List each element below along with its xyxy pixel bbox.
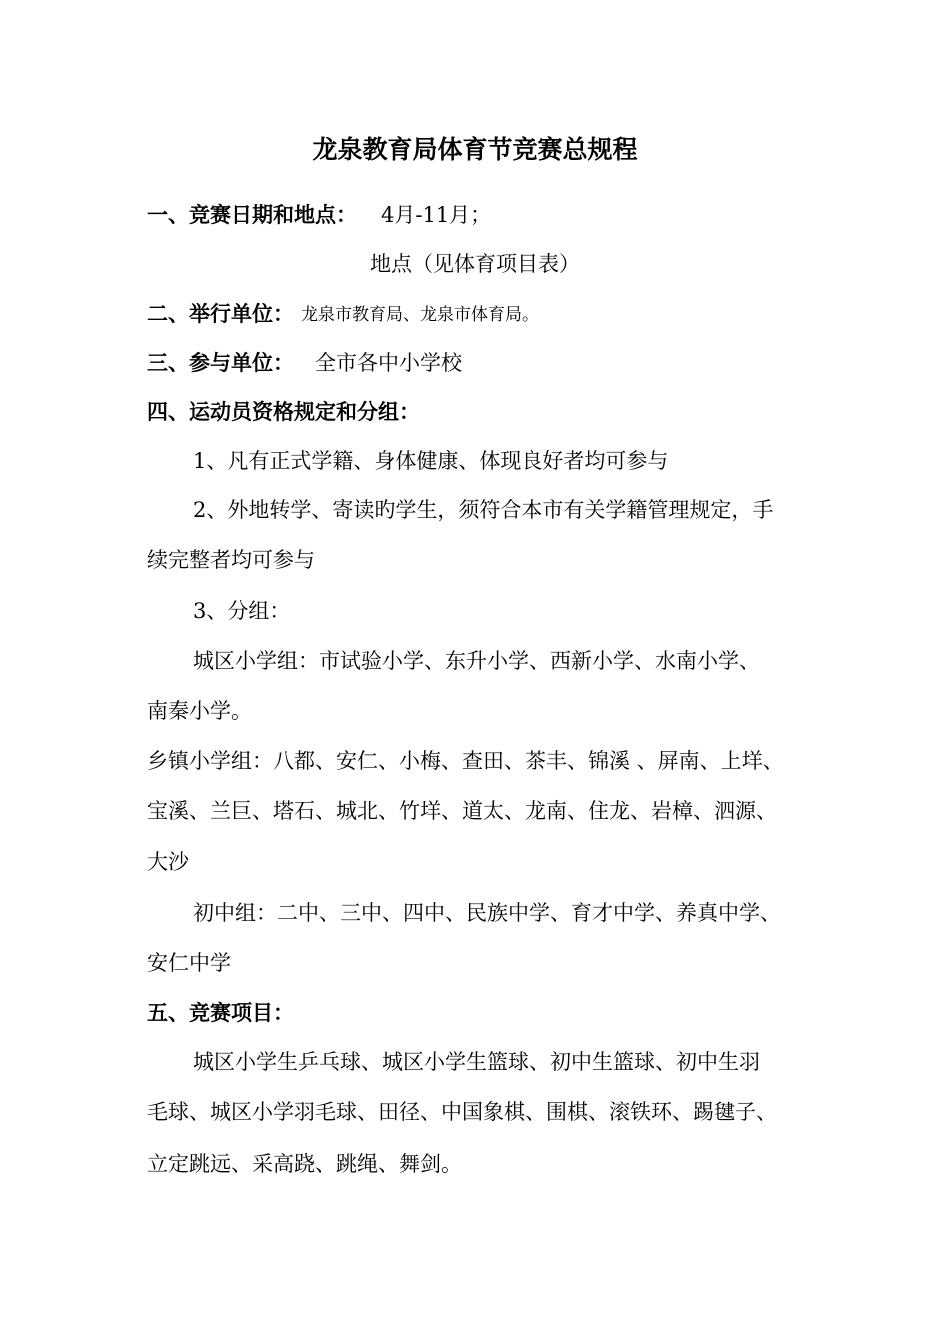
section2-heading: 二、举行单位： — [147, 301, 294, 326]
qualification-item-2-line1: 2、外地转学、寄读旳学生，须符合本市有关学籍管理规定，手 — [193, 498, 774, 522]
section1-location: 地点（见体育项目表） — [370, 252, 580, 276]
section4-heading: 四、运动员资格规定和分组： — [147, 399, 420, 424]
events-line1: 城区小学生乒乓球、城区小学生篮球、初中生篮球、初中生羽 — [193, 1050, 760, 1074]
town-primary-group-line3: 大沙 — [147, 850, 189, 874]
document-title: 龙泉教育局体育节竞赛总规程 — [312, 135, 638, 164]
section2-value: 龙泉市教育局、龙泉市体育局。 — [301, 305, 539, 325]
qualification-item-1: 1、凡有正式学籍、身体健康、体现良好者均可参与 — [193, 449, 669, 473]
town-primary-group-line1: 乡镇小学组：八都、安仁、小梅、查田、茶丰、锦溪 、屏南、上垟、 — [147, 749, 784, 773]
junior-group-line1: 初中组：二中、三中、四中、民族中学、育才中学、养真中学、 — [193, 901, 781, 925]
town-primary-group-line2: 宝溪、兰巨、塔石、城北、竹垟、道太、龙南、住龙、岩樟、泗源、 — [147, 799, 777, 823]
qualification-item-3: 3、分组： — [193, 599, 291, 623]
junior-group-line2: 安仁中学 — [147, 951, 231, 975]
events-line2: 毛球、城区小学羽毛球、田径、中国象棋、围棋、滚铁环、踢毽子、 — [147, 1100, 777, 1124]
urban-primary-group-line1: 城区小学组：市试验小学、东升小学、西新小学、水南小学、 — [193, 649, 760, 673]
section5-heading: 五、竞赛项目： — [147, 1000, 294, 1025]
section3-value: 全市各中小学校 — [315, 351, 462, 375]
section1-heading: 一、竞赛日期和地点： — [147, 202, 357, 227]
section3-heading: 三、参与单位： — [147, 350, 294, 375]
urban-primary-group-line2: 南秦小学。 — [147, 699, 252, 723]
events-line3: 立定跳远、采高跷、跳绳、舞剑。 — [147, 1152, 462, 1176]
section1-value: 4月-11月； — [381, 203, 492, 227]
qualification-item-2-line2: 续完整者均可参与 — [147, 548, 315, 572]
